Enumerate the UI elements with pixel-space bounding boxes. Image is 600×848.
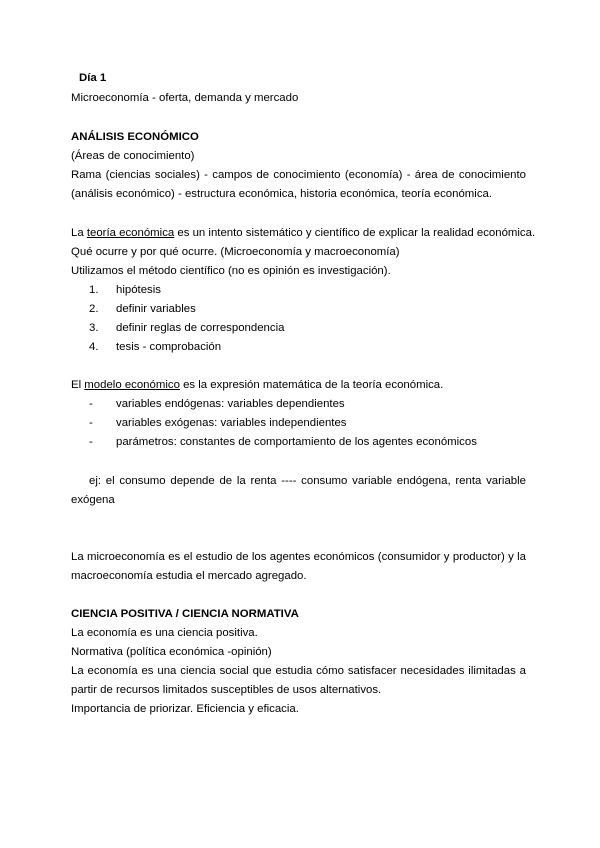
list-item bbox=[89, 340, 221, 354]
bullet-dash: - bbox=[89, 436, 93, 448]
bullet-text: variables endógenas: variables dependientes bbox=[116, 398, 345, 410]
modelo-post: es la expresión matemática de la teoría económica. bbox=[179, 379, 444, 391]
bullet-item bbox=[89, 397, 345, 411]
positiva-line: La economía es una ciencia positiva. bbox=[71, 627, 258, 639]
bullet-text: parámetros: constantes de comportamiento de los agentes económicos bbox=[116, 436, 477, 448]
micro-line-2: macroeconomía estudia el mercado agregado. bbox=[71, 570, 307, 582]
micro-line-1: La microeconomía es el estudio de los agentes económicos (consumidor y productor) y la bbox=[71, 551, 526, 563]
list-item bbox=[89, 321, 284, 335]
example-line-2: exógena bbox=[71, 494, 115, 506]
priorizar-line: Importancia de priorizar. Eficiencia y eficacia. bbox=[71, 703, 299, 715]
subtitle: Microeconomía - oferta, demanda y mercado bbox=[71, 92, 299, 104]
rama-line-1: Rama (ciencias sociales) - campos de conocimiento (economía) - área de conocimiento bbox=[71, 169, 526, 181]
areas-note: (Áreas de conocimiento) bbox=[71, 150, 195, 162]
list-text: tesis - comprobación bbox=[116, 341, 222, 353]
ciencia-social-line-1: La economía es una ciencia social que estudia cómo satisfacer necesidades ilimitadas a bbox=[71, 665, 526, 677]
list-text: definir variables bbox=[116, 303, 196, 315]
bullet-dash: - bbox=[89, 417, 93, 429]
teoria-post: es un intento sistemático y científico de explicar la realidad económica. bbox=[174, 227, 536, 239]
example-line-1: ej: el consumo depende de la renta ---- consumo variable endógena, renta variable bbox=[89, 475, 526, 487]
list-item bbox=[89, 302, 196, 316]
modelo-pre: El bbox=[71, 379, 85, 391]
day-title: Día 1 bbox=[79, 72, 107, 84]
bullet-text: variables exógenas: variables independientes bbox=[116, 417, 347, 429]
modelo-economico-term: modelo económico bbox=[84, 379, 180, 391]
bullet-item bbox=[89, 416, 347, 430]
rama-line-2: (análisis económico) - estructura económica, historia económica, teoría económica. bbox=[71, 188, 493, 200]
ciencia-social-line-2: partir de recursos limitados susceptibles de usos alternativos. bbox=[71, 684, 382, 696]
list-number: 3. bbox=[89, 322, 99, 334]
teoria-paragraph bbox=[71, 226, 535, 240]
list-text: hipótesis bbox=[116, 284, 161, 296]
heading-analisis-economico: ANÁLISIS ECONÓMICO bbox=[71, 131, 199, 143]
list-number: 1. bbox=[89, 284, 99, 296]
bullet-dash: - bbox=[89, 398, 93, 410]
list-number: 4. bbox=[89, 341, 99, 353]
teoria-line-3: Utilizamos el método científico (no es opinión es investigación). bbox=[71, 265, 391, 277]
teoria-pre: La bbox=[71, 227, 87, 239]
teoria-line-2: Qué ocurre y por qué ocurre. (Microeconomía y macroeconomía) bbox=[71, 246, 400, 258]
heading-ciencia-positiva-normativa: CIENCIA POSITIVA / CIENCIA NORMATIVA bbox=[71, 608, 299, 620]
bullet-item bbox=[89, 435, 477, 449]
list-number: 2. bbox=[89, 303, 99, 315]
list-text: definir reglas de correspondencia bbox=[116, 322, 285, 334]
modelo-paragraph bbox=[71, 378, 443, 392]
list-item bbox=[89, 283, 161, 297]
teoria-economica-term: teoría económica bbox=[86, 227, 175, 239]
normativa-line: Normativa (política económica -opinión) bbox=[71, 646, 272, 658]
